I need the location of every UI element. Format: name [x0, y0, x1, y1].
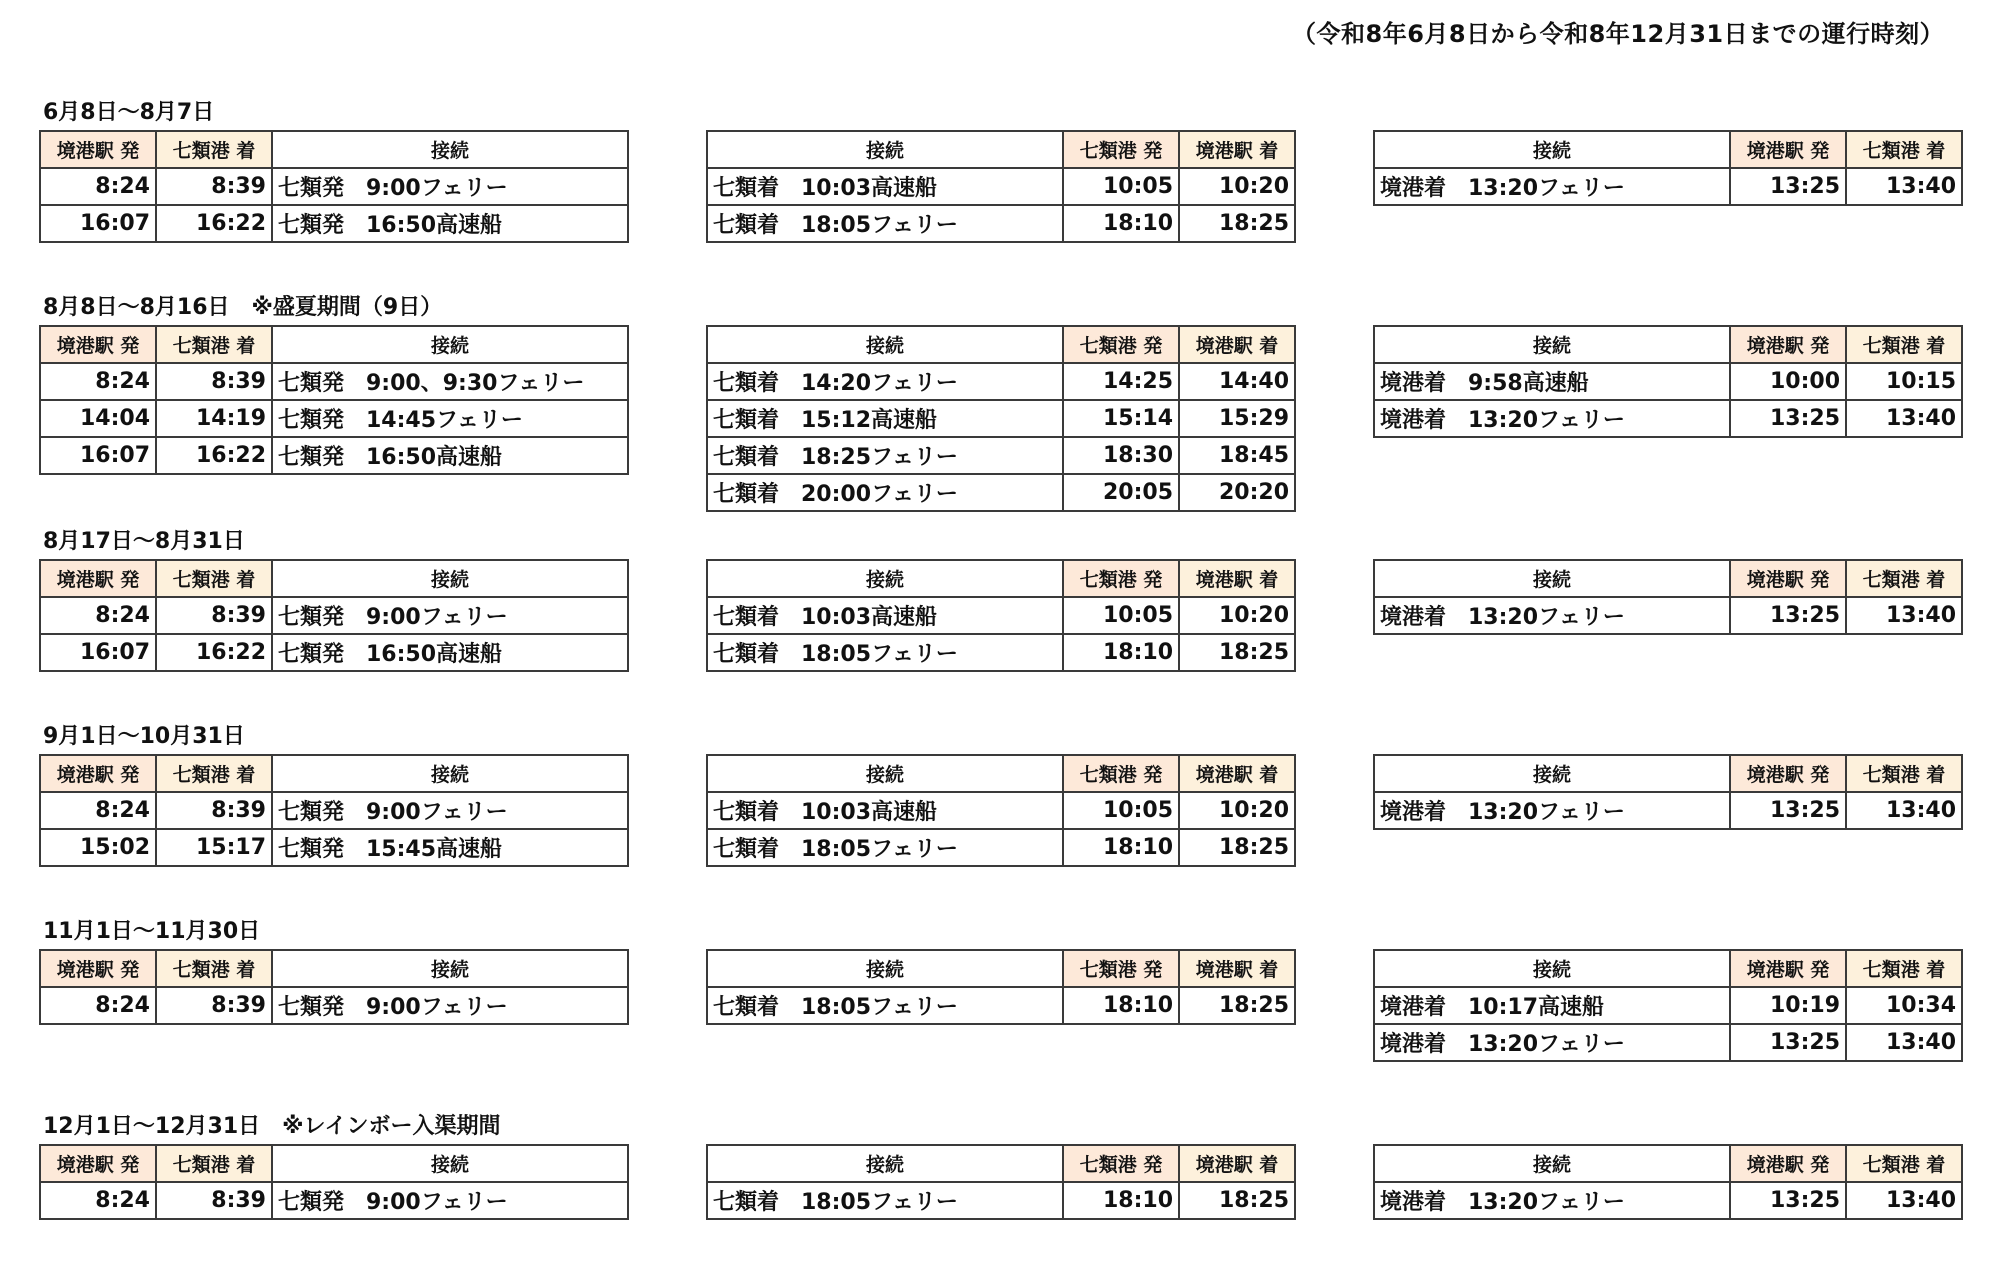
connection-info: 境港着 9:58高速船 [1374, 363, 1730, 400]
inbound-sakai-table [1373, 325, 1963, 438]
sakai-dep-time: 13:25 [1730, 597, 1846, 634]
period-block [0, 98, 2000, 248]
header-sakai-dep: 境港駅 発 [1730, 131, 1846, 168]
inbound-sakai-table [1373, 949, 1963, 1062]
sakai-dep-time: 16:07 [40, 437, 156, 474]
connection-info: 七類着 15:12高速船 [707, 400, 1063, 437]
mihonoseki-dep-time: 15:14 [1063, 400, 1179, 437]
connection-info: 七類発 15:45高速船 [272, 829, 628, 866]
sakai-dep-time: 8:24 [40, 987, 156, 1024]
header-sakai-arr: 境港駅 着 [1179, 1145, 1295, 1182]
header-sakai-dep: 境港駅 発 [40, 560, 156, 597]
connection-info: 七類着 18:25フェリー [707, 437, 1063, 474]
mihonoseki-dep-time: 18:30 [1063, 437, 1179, 474]
inbound-sakai-table [1373, 754, 1963, 830]
inbound-mihonoseki-table [706, 130, 1296, 243]
mihonoseki-arr-time: 8:39 [156, 792, 272, 829]
connection-info: 七類発 16:50高速船 [272, 205, 628, 242]
period-title: 6月8日～8月7日 [43, 100, 215, 125]
sakai-dep-time: 13:25 [1730, 1024, 1846, 1061]
connection-info: 七類発 9:00フェリー [272, 792, 628, 829]
table-row [1374, 168, 1962, 205]
mihonoseki-arr-time: 8:39 [156, 168, 272, 205]
period-block [0, 1112, 2000, 1262]
header-mihonoseki-dep: 七類港 発 [1063, 950, 1179, 987]
connection-info: 七類着 10:03高速船 [707, 597, 1063, 634]
header-row [1374, 131, 1962, 168]
header-sakai-dep: 境港駅 発 [1730, 1145, 1846, 1182]
connection-info: 境港着 13:20フェリー [1374, 168, 1730, 205]
header-mihonoseki-arr: 七類港 着 [1846, 326, 1962, 363]
sakai-arr-time: 18:45 [1179, 437, 1295, 474]
header-mihonoseki-arr: 七類港 着 [156, 1145, 272, 1182]
header-mihonoseki-arr: 七類港 着 [1846, 950, 1962, 987]
table-row [40, 634, 628, 671]
table-row [40, 1182, 628, 1219]
sakai-dep-time: 10:19 [1730, 987, 1846, 1024]
header-connection: 接続 [272, 560, 628, 597]
header-sakai-dep: 境港駅 発 [40, 755, 156, 792]
table-row [40, 792, 628, 829]
period-title: 8月17日～8月31日 [43, 529, 245, 554]
mihonoseki-arr-time: 13:40 [1846, 792, 1962, 829]
inbound-mihonoseki-table [706, 559, 1296, 672]
header-row [1374, 560, 1962, 597]
header-row [40, 1145, 628, 1182]
mihonoseki-dep-time: 18:10 [1063, 634, 1179, 671]
header-sakai-dep: 境港駅 発 [1730, 950, 1846, 987]
header-connection: 接続 [707, 950, 1063, 987]
sakai-arr-time: 18:25 [1179, 1182, 1295, 1219]
header-connection: 接続 [707, 560, 1063, 597]
table-row [707, 987, 1295, 1024]
header-mihonoseki-arr: 七類港 着 [156, 755, 272, 792]
table-row [40, 829, 628, 866]
table-row [1374, 363, 1962, 400]
connection-info: 七類着 10:03高速船 [707, 792, 1063, 829]
header-mihonoseki-arr: 七類港 着 [1846, 560, 1962, 597]
mihonoseki-arr-time: 10:15 [1846, 363, 1962, 400]
header-row [707, 131, 1295, 168]
period-title: 11月1日～11月30日 [43, 919, 261, 944]
mihonoseki-arr-time: 15:17 [156, 829, 272, 866]
table-row [707, 597, 1295, 634]
table-row [707, 437, 1295, 474]
sakai-arr-time: 10:20 [1179, 597, 1295, 634]
period-block [0, 293, 2000, 507]
inbound-sakai-table [1373, 1144, 1963, 1220]
header-row [1374, 326, 1962, 363]
table-row [1374, 792, 1962, 829]
header-mihonoseki-dep: 七類港 発 [1063, 1145, 1179, 1182]
table-row [707, 829, 1295, 866]
inbound-sakai-table [1373, 130, 1963, 206]
header-connection: 接続 [272, 755, 628, 792]
header-connection: 接続 [272, 131, 628, 168]
inbound-mihonoseki-table [706, 325, 1296, 512]
connection-info: 七類発 9:00フェリー [272, 168, 628, 205]
mihonoseki-arr-time: 13:40 [1846, 1024, 1962, 1061]
mihonoseki-arr-time: 16:22 [156, 205, 272, 242]
connection-info: 七類発 9:00フェリー [272, 1182, 628, 1219]
header-connection: 接続 [1374, 326, 1730, 363]
header-row [1374, 1145, 1962, 1182]
header-row [707, 755, 1295, 792]
period-title: 8月8日～8月16日 ※盛夏期間（9日） [43, 295, 443, 320]
mihonoseki-dep-time: 18:10 [1063, 987, 1179, 1024]
table-row [1374, 597, 1962, 634]
mihonoseki-dep-time: 10:05 [1063, 792, 1179, 829]
period-block [0, 722, 2000, 872]
header-sakai-arr: 境港駅 着 [1179, 755, 1295, 792]
outbound-table [39, 754, 629, 867]
header-mihonoseki-dep: 七類港 発 [1063, 326, 1179, 363]
mihonoseki-dep-time: 20:05 [1063, 474, 1179, 511]
table-row [707, 1182, 1295, 1219]
table-row [40, 597, 628, 634]
mihonoseki-dep-time: 14:25 [1063, 363, 1179, 400]
outbound-table [39, 130, 629, 243]
connection-info: 境港着 13:20フェリー [1374, 400, 1730, 437]
header-connection: 接続 [707, 755, 1063, 792]
sakai-dep-time: 13:25 [1730, 1182, 1846, 1219]
sakai-dep-time: 8:24 [40, 597, 156, 634]
validity-note: （令和8年6月8日から令和8年12月31日までの運行時刻） [1292, 20, 1945, 48]
header-mihonoseki-arr: 七類港 着 [1846, 131, 1962, 168]
sakai-arr-time: 10:20 [1179, 168, 1295, 205]
sakai-dep-time: 15:02 [40, 829, 156, 866]
table-row [40, 437, 628, 474]
mihonoseki-arr-time: 13:40 [1846, 1182, 1962, 1219]
connection-info: 七類発 9:00フェリー [272, 987, 628, 1024]
header-sakai-dep: 境港駅 発 [1730, 326, 1846, 363]
sakai-arr-time: 18:25 [1179, 987, 1295, 1024]
sakai-dep-time: 8:24 [40, 792, 156, 829]
header-connection: 接続 [1374, 755, 1730, 792]
inbound-mihonoseki-table [706, 949, 1296, 1025]
connection-info: 七類着 18:05フェリー [707, 634, 1063, 671]
mihonoseki-arr-time: 16:22 [156, 437, 272, 474]
header-row [40, 326, 628, 363]
connection-info: 境港着 10:17高速船 [1374, 987, 1730, 1024]
sakai-dep-time: 13:25 [1730, 792, 1846, 829]
sakai-arr-time: 18:25 [1179, 634, 1295, 671]
period-block [0, 527, 2000, 677]
connection-info: 七類着 18:05フェリー [707, 1182, 1063, 1219]
header-sakai-dep: 境港駅 発 [1730, 560, 1846, 597]
mihonoseki-arr-time: 16:22 [156, 634, 272, 671]
header-sakai-dep: 境港駅 発 [40, 950, 156, 987]
connection-info: 七類着 10:03高速船 [707, 168, 1063, 205]
header-mihonoseki-arr: 七類港 着 [156, 950, 272, 987]
table-row [40, 168, 628, 205]
header-connection: 接続 [707, 131, 1063, 168]
period-block [0, 917, 2000, 1067]
header-sakai-dep: 境港駅 発 [40, 131, 156, 168]
header-mihonoseki-arr: 七類港 着 [156, 131, 272, 168]
header-row [1374, 950, 1962, 987]
mihonoseki-dep-time: 18:10 [1063, 205, 1179, 242]
sakai-arr-time: 10:20 [1179, 792, 1295, 829]
header-row [40, 950, 628, 987]
table-row [707, 400, 1295, 437]
inbound-sakai-table [1373, 559, 1963, 635]
table-row [40, 363, 628, 400]
header-mihonoseki-arr: 七類港 着 [1846, 755, 1962, 792]
header-sakai-arr: 境港駅 着 [1179, 131, 1295, 168]
inbound-mihonoseki-table [706, 754, 1296, 867]
sakai-dep-time: 13:25 [1730, 168, 1846, 205]
header-connection: 接続 [272, 326, 628, 363]
header-mihonoseki-dep: 七類港 発 [1063, 131, 1179, 168]
outbound-table [39, 949, 629, 1025]
sakai-arr-time: 15:29 [1179, 400, 1295, 437]
sakai-arr-time: 14:40 [1179, 363, 1295, 400]
mihonoseki-arr-time: 8:39 [156, 597, 272, 634]
header-mihonoseki-dep: 七類港 発 [1063, 755, 1179, 792]
table-row [40, 400, 628, 437]
header-row [707, 326, 1295, 363]
header-sakai-dep: 境港駅 発 [40, 326, 156, 363]
header-connection: 接続 [1374, 131, 1730, 168]
connection-info: 境港着 13:20フェリー [1374, 1024, 1730, 1061]
table-row [707, 205, 1295, 242]
header-connection: 接続 [1374, 560, 1730, 597]
header-mihonoseki-arr: 七類港 着 [1846, 1145, 1962, 1182]
header-mihonoseki-arr: 七類港 着 [156, 560, 272, 597]
table-row [707, 168, 1295, 205]
connection-info: 七類発 14:45フェリー [272, 400, 628, 437]
connection-info: 七類着 20:00フェリー [707, 474, 1063, 511]
sakai-dep-time: 13:25 [1730, 400, 1846, 437]
mihonoseki-arr-time: 13:40 [1846, 400, 1962, 437]
connection-info: 七類着 18:05フェリー [707, 205, 1063, 242]
inbound-mihonoseki-table [706, 1144, 1296, 1220]
table-row [1374, 1024, 1962, 1061]
table-row [1374, 400, 1962, 437]
mihonoseki-arr-time: 8:39 [156, 1182, 272, 1219]
sakai-dep-time: 8:24 [40, 363, 156, 400]
table-row [707, 474, 1295, 511]
header-sakai-arr: 境港駅 着 [1179, 326, 1295, 363]
table-row [40, 987, 628, 1024]
connection-info: 七類発 16:50高速船 [272, 437, 628, 474]
outbound-table [39, 325, 629, 475]
header-connection: 接続 [1374, 1145, 1730, 1182]
sakai-dep-time: 10:00 [1730, 363, 1846, 400]
header-mihonoseki-arr: 七類港 着 [156, 326, 272, 363]
period-title: 9月1日～10月31日 [43, 724, 245, 749]
header-connection: 接続 [707, 326, 1063, 363]
header-row [40, 131, 628, 168]
connection-info: 境港着 13:20フェリー [1374, 792, 1730, 829]
sakai-arr-time: 18:25 [1179, 205, 1295, 242]
mihonoseki-arr-time: 8:39 [156, 987, 272, 1024]
mihonoseki-dep-time: 10:05 [1063, 168, 1179, 205]
header-connection: 接続 [272, 950, 628, 987]
sakai-dep-time: 8:24 [40, 1182, 156, 1219]
table-row [707, 363, 1295, 400]
period-title: 12月1日～12月31日 ※レインボー入渠期間 [43, 1114, 501, 1139]
header-mihonoseki-dep: 七類港 発 [1063, 560, 1179, 597]
table-row [40, 205, 628, 242]
header-connection: 接続 [707, 1145, 1063, 1182]
header-row [1374, 755, 1962, 792]
header-row [707, 560, 1295, 597]
header-row [707, 950, 1295, 987]
table-row [1374, 1182, 1962, 1219]
mihonoseki-dep-time: 18:10 [1063, 829, 1179, 866]
header-row [707, 1145, 1295, 1182]
outbound-table [39, 559, 629, 672]
mihonoseki-dep-time: 18:10 [1063, 1182, 1179, 1219]
sakai-dep-time: 16:07 [40, 205, 156, 242]
sakai-arr-time: 18:25 [1179, 829, 1295, 866]
mihonoseki-arr-time: 13:40 [1846, 168, 1962, 205]
header-connection: 接続 [272, 1145, 628, 1182]
table-row [1374, 987, 1962, 1024]
header-row [40, 560, 628, 597]
sakai-dep-time: 16:07 [40, 634, 156, 671]
connection-info: 七類発 16:50高速船 [272, 634, 628, 671]
table-row [707, 792, 1295, 829]
connection-info: 七類発 9:00フェリー [272, 597, 628, 634]
header-connection: 接続 [1374, 950, 1730, 987]
connection-info: 七類着 18:05フェリー [707, 987, 1063, 1024]
header-sakai-dep: 境港駅 発 [40, 1145, 156, 1182]
connection-info: 七類着 14:20フェリー [707, 363, 1063, 400]
connection-info: 境港着 13:20フェリー [1374, 1182, 1730, 1219]
connection-info: 境港着 13:20フェリー [1374, 597, 1730, 634]
connection-info: 七類発 9:00、9:30フェリー [272, 363, 628, 400]
mihonoseki-arr-time: 13:40 [1846, 597, 1962, 634]
header-sakai-arr: 境港駅 着 [1179, 560, 1295, 597]
mihonoseki-arr-time: 10:34 [1846, 987, 1962, 1024]
header-sakai-arr: 境港駅 着 [1179, 950, 1295, 987]
mihonoseki-arr-time: 8:39 [156, 363, 272, 400]
sakai-dep-time: 8:24 [40, 168, 156, 205]
sakai-arr-time: 20:20 [1179, 474, 1295, 511]
header-sakai-dep: 境港駅 発 [1730, 755, 1846, 792]
table-row [707, 634, 1295, 671]
connection-info: 七類着 18:05フェリー [707, 829, 1063, 866]
mihonoseki-arr-time: 14:19 [156, 400, 272, 437]
header-row [40, 755, 628, 792]
mihonoseki-dep-time: 10:05 [1063, 597, 1179, 634]
outbound-table [39, 1144, 629, 1220]
sakai-dep-time: 14:04 [40, 400, 156, 437]
